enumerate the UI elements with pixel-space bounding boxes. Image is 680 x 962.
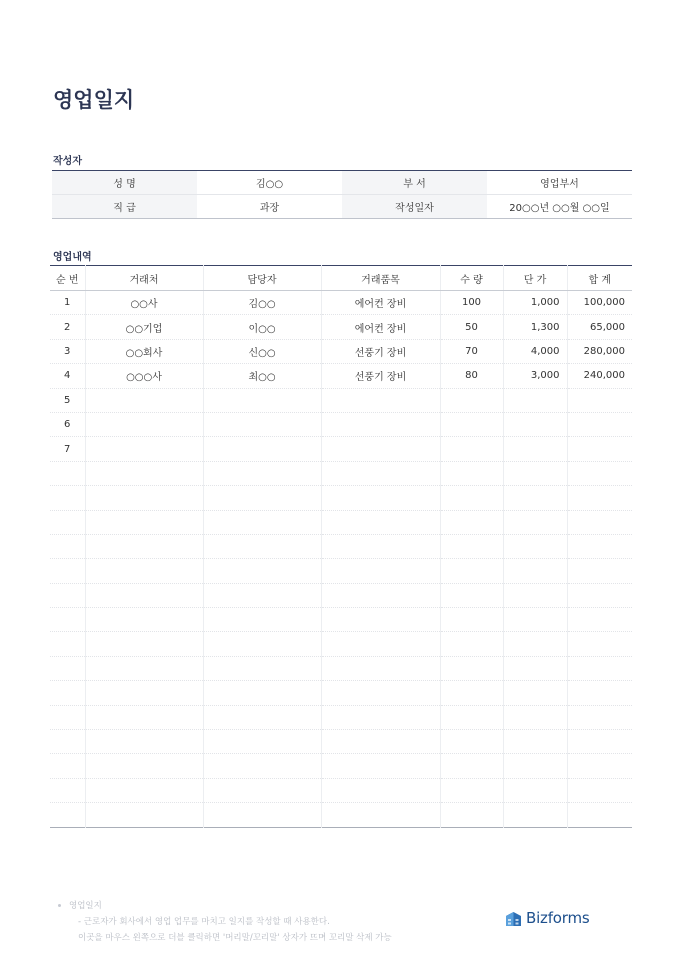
client-cell[interactable] [85,730,203,754]
sales-header-row [50,266,632,291]
item-cell[interactable] [321,730,440,754]
item-cell[interactable] [321,778,440,802]
item-cell[interactable] [321,608,440,632]
client-cell[interactable] [85,778,203,802]
table-row [50,364,632,388]
author-section-label: 작성자 [53,156,82,167]
table-row [50,388,632,412]
row-number[interactable] [50,730,85,754]
row-number[interactable]: 1 [50,291,85,315]
author-table [52,170,632,219]
client-cell[interactable]: ○○사 [85,291,203,315]
row-number[interactable] [50,705,85,729]
client-cell[interactable] [85,412,203,436]
client-cell[interactable] [85,559,203,583]
total-cell[interactable] [567,632,632,656]
item-cell[interactable] [321,705,440,729]
total-cell[interactable] [567,559,632,583]
client-cell[interactable]: ○○회사 [85,339,203,363]
manager-cell[interactable] [203,730,321,754]
table-row [50,510,632,534]
quantity-cell[interactable] [440,681,503,705]
total-cell[interactable] [567,510,632,534]
client-cell[interactable] [85,510,203,534]
quantity-cell[interactable]: 100 [440,291,503,315]
total-cell[interactable] [567,656,632,680]
footer-note [58,898,392,946]
total-cell[interactable] [567,534,632,558]
unit-price-cell[interactable] [503,486,567,510]
client-cell[interactable] [85,754,203,778]
row-number[interactable] [50,632,85,656]
item-cell[interactable]: 선풍기 장비 [321,339,440,363]
item-cell[interactable] [321,388,440,412]
author-row [52,171,632,195]
table-row [50,583,632,607]
client-cell[interactable] [85,681,203,705]
total-cell[interactable] [567,778,632,802]
total-cell[interactable]: 280,000 [567,339,632,363]
quantity-cell[interactable] [440,510,503,534]
client-cell[interactable] [85,437,203,461]
quantity-cell[interactable]: 50 [440,315,503,339]
manager-cell[interactable] [203,559,321,583]
table-row [50,681,632,705]
total-cell[interactable] [567,388,632,412]
header-number: 순 번 [50,266,85,291]
table-row [50,534,632,558]
client-cell[interactable] [85,608,203,632]
quantity-cell[interactable] [440,608,503,632]
manager-cell[interactable] [203,486,321,510]
row-number[interactable]: 4 [50,364,85,388]
manager-cell[interactable] [203,437,321,461]
row-number[interactable]: 6 [50,412,85,436]
sales-table [50,265,632,828]
total-cell[interactable] [567,705,632,729]
header-item: 거래품목 [321,266,440,291]
row-number[interactable]: 2 [50,315,85,339]
table-row [50,437,632,461]
item-cell[interactable] [321,656,440,680]
item-cell[interactable] [321,754,440,778]
table-row [50,754,632,778]
unit-price-cell[interactable] [503,412,567,436]
header-quantity: 수 량 [440,266,503,291]
client-cell[interactable] [85,461,203,485]
unit-price-cell[interactable] [503,778,567,802]
position-value[interactable]: 과장 [259,203,280,214]
manager-cell[interactable] [203,608,321,632]
total-cell[interactable] [567,461,632,485]
quantity-cell[interactable] [440,656,503,680]
unit-price-cell[interactable] [503,656,567,680]
table-row [50,632,632,656]
unit-price-cell[interactable] [503,534,567,558]
table-row [50,656,632,680]
row-number[interactable] [50,583,85,607]
table-row [50,339,632,363]
department-value[interactable]: 영업부서 [487,171,632,195]
manager-cell[interactable] [203,388,321,412]
unit-price-cell[interactable] [503,632,567,656]
manager-cell[interactable] [203,412,321,436]
sales-section-label: 영업내역 [53,252,92,263]
quantity-cell[interactable]: 70 [440,339,503,363]
manager-cell[interactable] [203,803,321,827]
item-cell[interactable] [321,486,440,510]
manager-cell[interactable]: 신○○ [203,339,321,363]
table-row [50,803,632,827]
row-number[interactable]: 5 [50,388,85,412]
quantity-cell[interactable] [440,583,503,607]
table-row [50,315,632,339]
total-cell[interactable] [567,437,632,461]
manager-cell[interactable] [203,632,321,656]
total-cell[interactable] [567,486,632,510]
unit-price-cell[interactable] [503,388,567,412]
manager-cell[interactable] [203,681,321,705]
date-value[interactable]: 20○○년 ○○월 ○○일 [509,203,610,214]
table-row [50,608,632,632]
row-number[interactable]: 3 [50,339,85,363]
total-cell[interactable]: 240,000 [567,364,632,388]
manager-cell[interactable] [203,754,321,778]
item-cell[interactable]: 에어컨 장비 [321,291,440,315]
page-title: 영업일지 [53,88,135,112]
table-row [50,291,632,315]
unit-price-cell[interactable]: 3,000 [503,364,567,388]
row-number[interactable]: 7 [50,437,85,461]
item-cell[interactable] [321,461,440,485]
quantity-cell[interactable] [440,534,503,558]
quantity-cell[interactable] [440,559,503,583]
footer-line-3: 이곳을 마우스 왼쪽으로 더블 클릭하면 '머리말/꼬리말' 상자가 뜨며 꼬리말 삭제 가능 [78,933,392,943]
manager-cell[interactable] [203,656,321,680]
quantity-cell[interactable] [440,388,503,412]
manager-cell[interactable] [203,583,321,607]
row-number[interactable] [50,754,85,778]
quantity-cell[interactable] [440,437,503,461]
header-total: 합 계 [567,266,632,291]
client-cell[interactable] [85,705,203,729]
table-row [50,705,632,729]
client-cell[interactable] [85,534,203,558]
row-number[interactable] [50,534,85,558]
table-row [50,559,632,583]
name-label: 성 명 [52,171,197,195]
client-cell[interactable] [85,803,203,827]
unit-price-cell[interactable] [503,461,567,485]
quantity-cell[interactable] [440,632,503,656]
quantity-cell[interactable] [440,705,503,729]
item-cell[interactable] [321,632,440,656]
total-cell[interactable] [567,730,632,754]
name-value[interactable]: 김○○ [197,171,342,195]
table-row [50,486,632,510]
total-cell[interactable] [567,412,632,436]
client-cell[interactable]: ○○○사 [85,364,203,388]
unit-price-cell[interactable] [503,803,567,827]
quantity-cell[interactable] [440,754,503,778]
quantity-cell[interactable] [440,461,503,485]
header-unit-price: 단 가 [503,266,567,291]
total-cell[interactable] [567,608,632,632]
date-label: 작성일자 [342,195,487,219]
table-row [50,778,632,802]
row-number[interactable] [50,778,85,802]
total-cell[interactable]: 100,000 [567,291,632,315]
building-logo-icon [505,910,522,927]
row-number[interactable] [50,510,85,534]
client-cell[interactable] [85,583,203,607]
row-number[interactable] [50,486,85,510]
header-manager: 담당자 [203,266,321,291]
unit-price-cell[interactable]: 4,000 [503,339,567,363]
bullet-icon [58,904,61,907]
quantity-cell[interactable] [440,803,503,827]
manager-cell[interactable] [203,461,321,485]
client-cell[interactable] [85,486,203,510]
position-label: 직 급 [52,195,197,219]
author-row [52,195,632,219]
unit-price-cell[interactable] [503,705,567,729]
quantity-cell[interactable] [440,412,503,436]
row-number[interactable] [50,608,85,632]
header-client: 거래처 [85,266,203,291]
quantity-cell[interactable] [440,730,503,754]
manager-cell[interactable] [203,534,321,558]
unit-price-cell[interactable] [503,730,567,754]
table-row [50,730,632,754]
item-cell[interactable] [321,681,440,705]
manager-cell[interactable] [203,705,321,729]
manager-cell[interactable]: 김○○ [203,291,321,315]
unit-price-cell[interactable] [503,608,567,632]
item-cell[interactable]: 에어컨 장비 [321,315,440,339]
manager-cell[interactable]: 최○○ [203,364,321,388]
footer-line-1: 영업일지 [69,901,102,911]
item-cell[interactable] [321,510,440,534]
unit-price-cell[interactable] [503,510,567,534]
client-cell[interactable] [85,656,203,680]
table-row [50,461,632,485]
unit-price-cell[interactable] [503,437,567,461]
row-number[interactable] [50,461,85,485]
quantity-cell[interactable] [440,486,503,510]
footer-line-2: - 근로자가 회사에서 영업 업무를 마치고 일지를 작성할 때 사용한다. [78,917,330,927]
row-number[interactable] [50,803,85,827]
client-cell[interactable]: ○○기업 [85,315,203,339]
unit-price-cell[interactable] [503,681,567,705]
row-number[interactable] [50,656,85,680]
department-label: 부 서 [342,171,487,195]
total-cell[interactable]: 65,000 [567,315,632,339]
item-cell[interactable] [321,559,440,583]
quantity-cell[interactable] [440,778,503,802]
total-cell[interactable] [567,681,632,705]
item-cell[interactable] [321,534,440,558]
manager-cell[interactable]: 이○○ [203,315,321,339]
bizforms-logo [505,909,590,927]
row-number[interactable] [50,681,85,705]
item-cell[interactable] [321,412,440,436]
manager-cell[interactable] [203,510,321,534]
logo-text: Bizforms [526,909,590,927]
row-number[interactable] [50,559,85,583]
item-cell[interactable] [321,583,440,607]
table-row [50,412,632,436]
unit-price-cell[interactable] [503,754,567,778]
unit-price-cell[interactable]: 1,300 [503,315,567,339]
unit-price-cell[interactable] [503,559,567,583]
item-cell[interactable] [321,803,440,827]
item-cell[interactable]: 선풍기 장비 [321,364,440,388]
quantity-cell[interactable]: 80 [440,364,503,388]
manager-cell[interactable] [203,778,321,802]
total-cell[interactable] [567,803,632,827]
total-cell[interactable] [567,754,632,778]
total-cell[interactable] [567,583,632,607]
unit-price-cell[interactable] [503,583,567,607]
client-cell[interactable] [85,388,203,412]
item-cell[interactable] [321,437,440,461]
unit-price-cell[interactable]: 1,000 [503,291,567,315]
client-cell[interactable] [85,632,203,656]
